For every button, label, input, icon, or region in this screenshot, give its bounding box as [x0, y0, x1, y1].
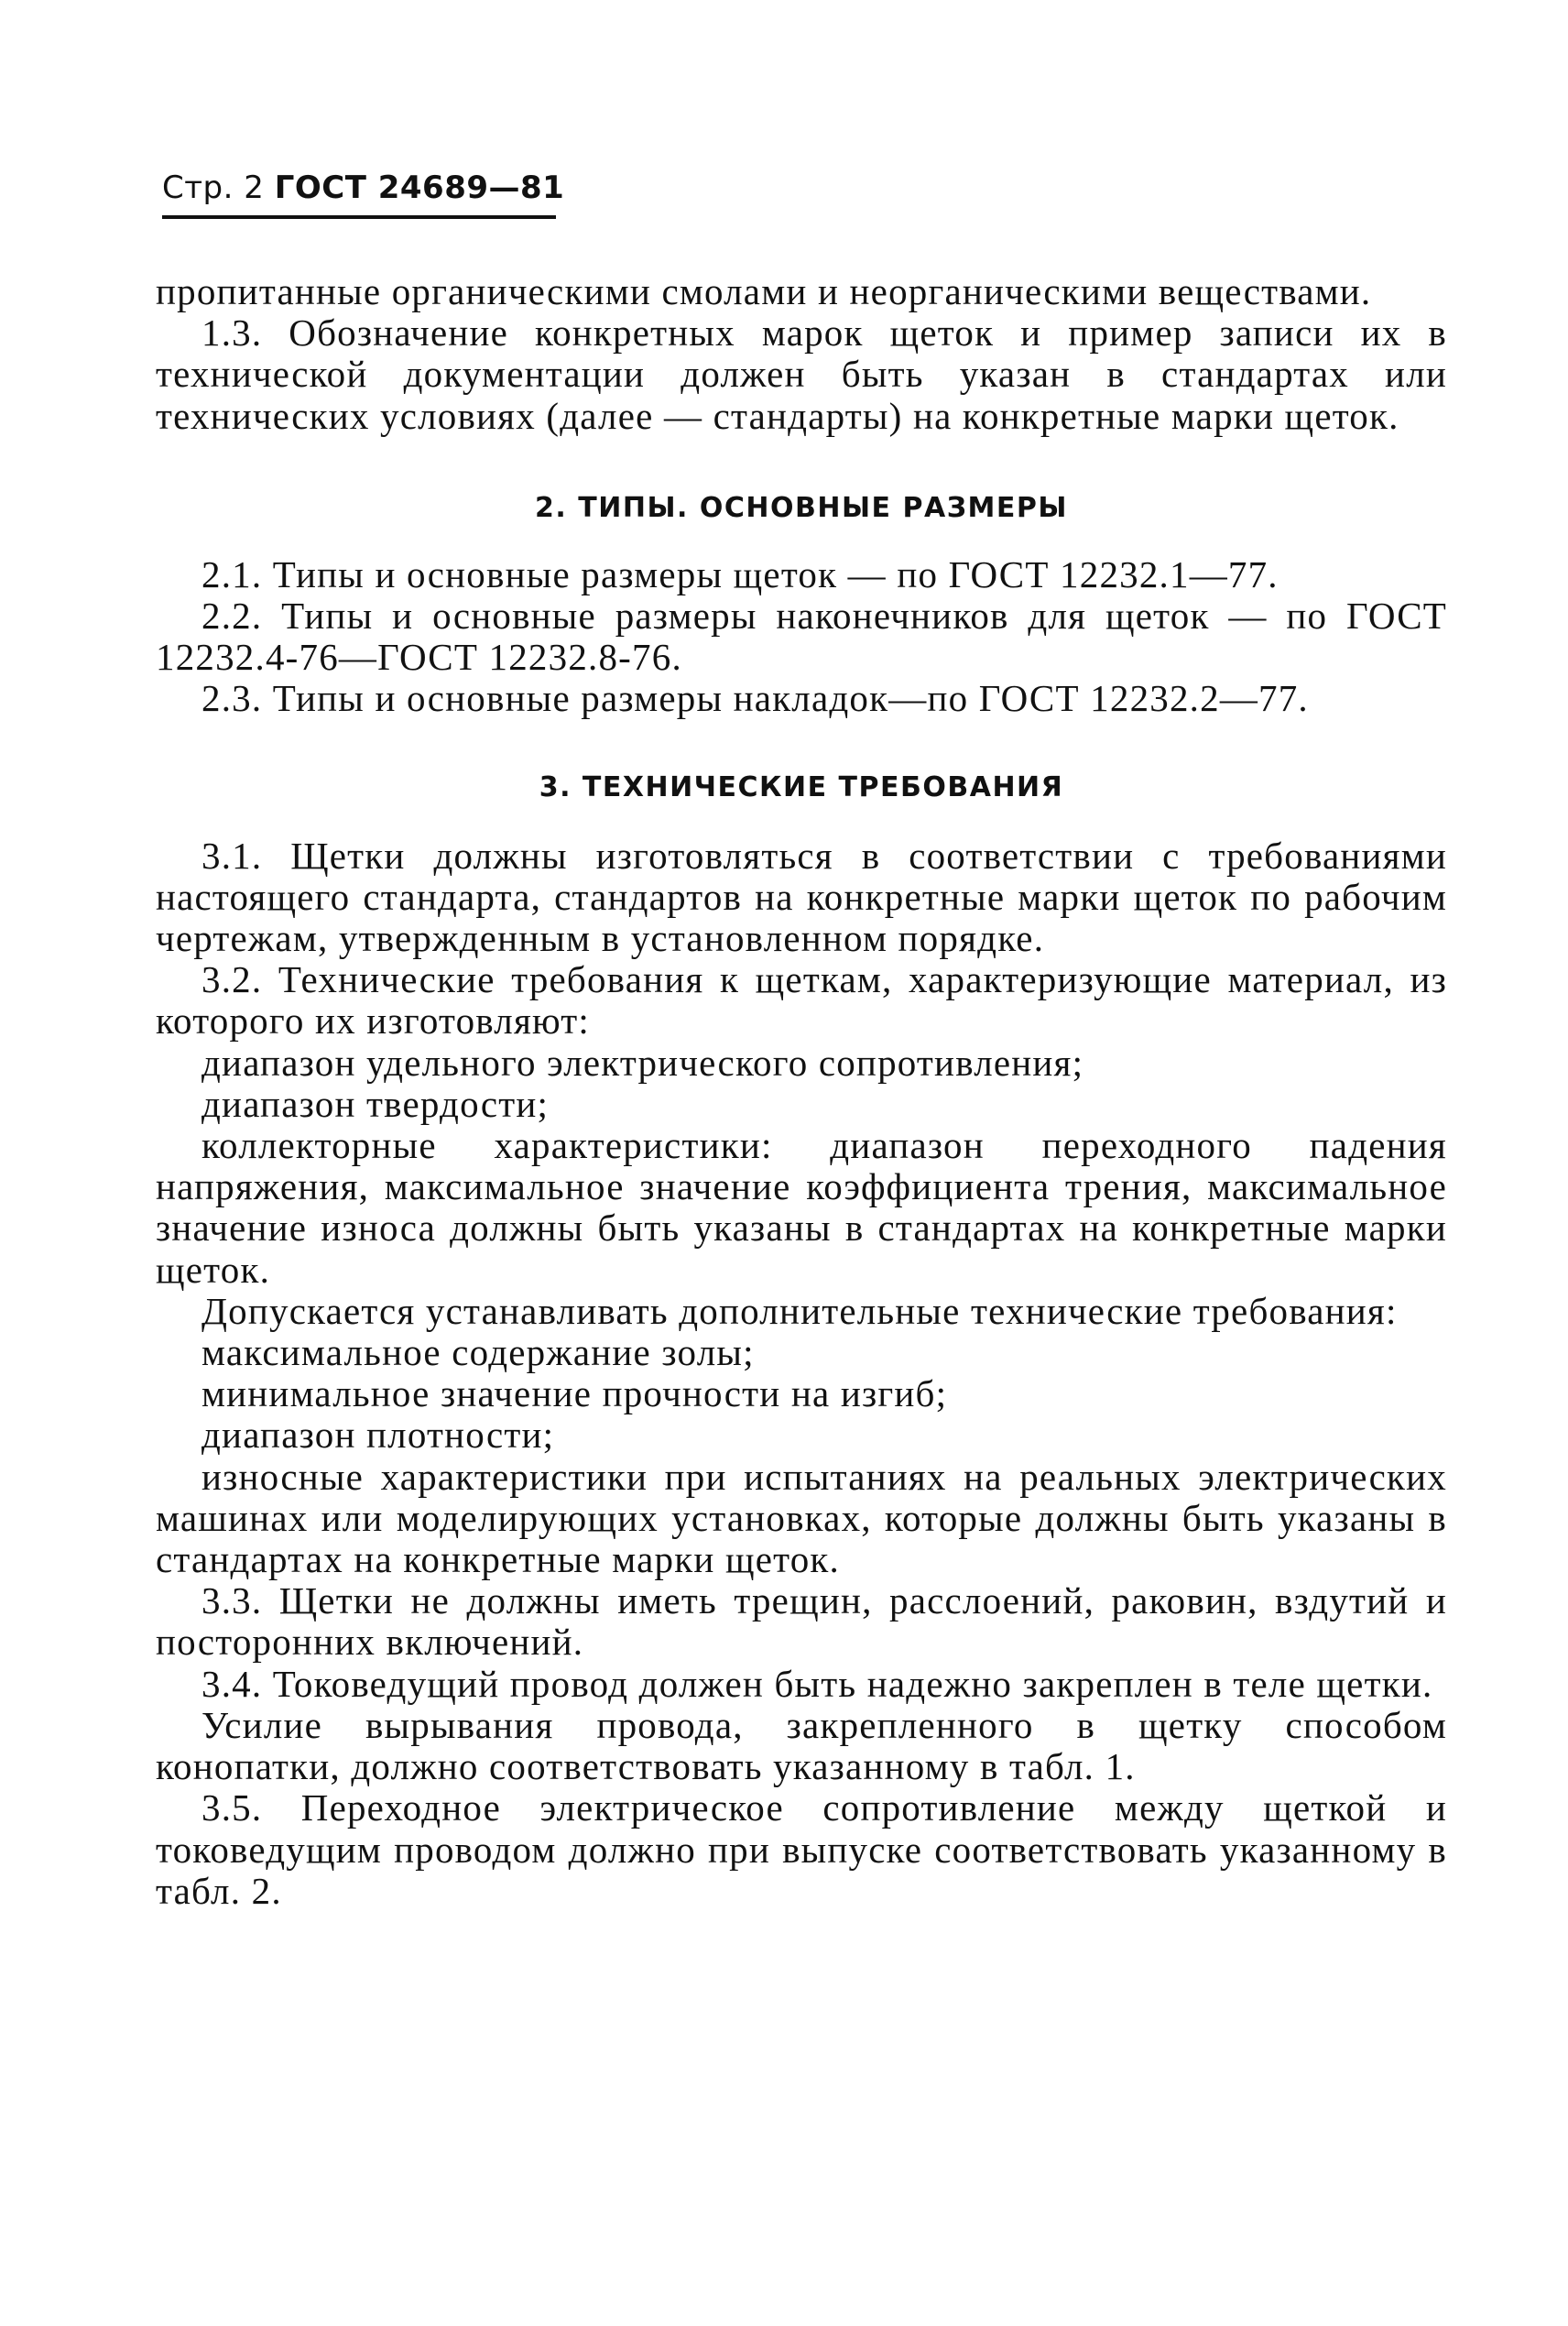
- paragraph-1-3: 1.3. Обозначение конкретных марок щеток и пример записи их в технической документации должен быть указан в стандартах или технических условиях (далее — стандарты) на конкретные марки щеток.: [156, 311, 1447, 437]
- document-body: [156, 271, 1447, 1912]
- paragraph-additional-requirements: Допускается устанавливать дополнительные технические требования:: [201, 1289, 1398, 1332]
- paragraph-3-4: 3.4. Токоведущий провод должен быть надежно закреплен в теле щетки.: [201, 1662, 1433, 1705]
- list-item: максимальное содержание золы;: [201, 1331, 755, 1374]
- section-heading-3: 3. ТЕХНИЧЕСКИЕ ТРЕБОВАНИЯ: [539, 770, 1064, 803]
- paragraph-2-2: 2.2. Типы и основные размеры наконечников для щеток — по ГОСТ 12232.4-76—ГОСТ 12232.8-76.: [156, 595, 1447, 679]
- paragraph-wire-force: Усилие вырывания провода, закрепленного в щетку способом конопатки, должно соответствовать указанному в табл. 1.: [156, 1703, 1447, 1788]
- paragraph-3-2: 3.2. Технические требования к щеткам, характеризующие материал, из которого их изготовляют:: [156, 958, 1447, 1043]
- list-item: диапазон твердости;: [201, 1082, 550, 1125]
- paragraph-continuation: пропитанные органическими смолами и неорганическими веществами.: [156, 270, 1372, 312]
- paragraph-2-1: 2.1. Типы и основные размеры щеток — по ГОСТ 12232.1—77.: [201, 552, 1279, 595]
- page-header: [162, 168, 565, 219]
- paragraph-3-1: 3.1. Щетки должны изготовляться в соответствии с требованиями настоящего стандарта, стандартов на конкретные марки щеток по рабочим чертежам, утвержденным в установленном порядке.: [156, 834, 1447, 960]
- list-item: коллекторные характеристики: диапазон переходного падения напряжения, максимальное значение коэффициента трения, максимальное значение износа должны быть указаны в стандартах на конкретные марки щеток.: [156, 1124, 1447, 1291]
- list-item: диапазон удельного электрического сопротивления;: [201, 1041, 1084, 1084]
- list-item: диапазон плотности;: [201, 1414, 555, 1457]
- paragraph-3-5: 3.5. Переходное электрическое сопротивление между щеткой и токоведущим проводом должно при выпуске соответствовать указанному в табл. 2.: [156, 1786, 1447, 1912]
- list-item: минимальное значение прочности на изгиб;: [201, 1372, 948, 1415]
- header-line: [162, 168, 565, 208]
- header-rule: [162, 215, 556, 219]
- section-heading-2: 2. ТИПЫ. ОСНОВНЫЕ РАЗМЕРЫ: [535, 491, 1068, 524]
- list-item: износные характеристики при испытаниях на реальных электрических машинах или моделирующих установках, которые должны быть указаны в стандартах на конкретные марки щеток.: [156, 1455, 1447, 1581]
- paragraph-2-3: 2.3. Типы и основные размеры накладок—по ГОСТ 12232.2—77.: [201, 677, 1309, 720]
- page-number-label: Стр. 2: [162, 169, 265, 206]
- paragraph-3-3: 3.3. Щетки не должны иметь трещин, расслоений, раковин, вздутий и посторонних включений.: [156, 1579, 1447, 1664]
- standard-code: ГОСТ 24689—81: [274, 169, 565, 206]
